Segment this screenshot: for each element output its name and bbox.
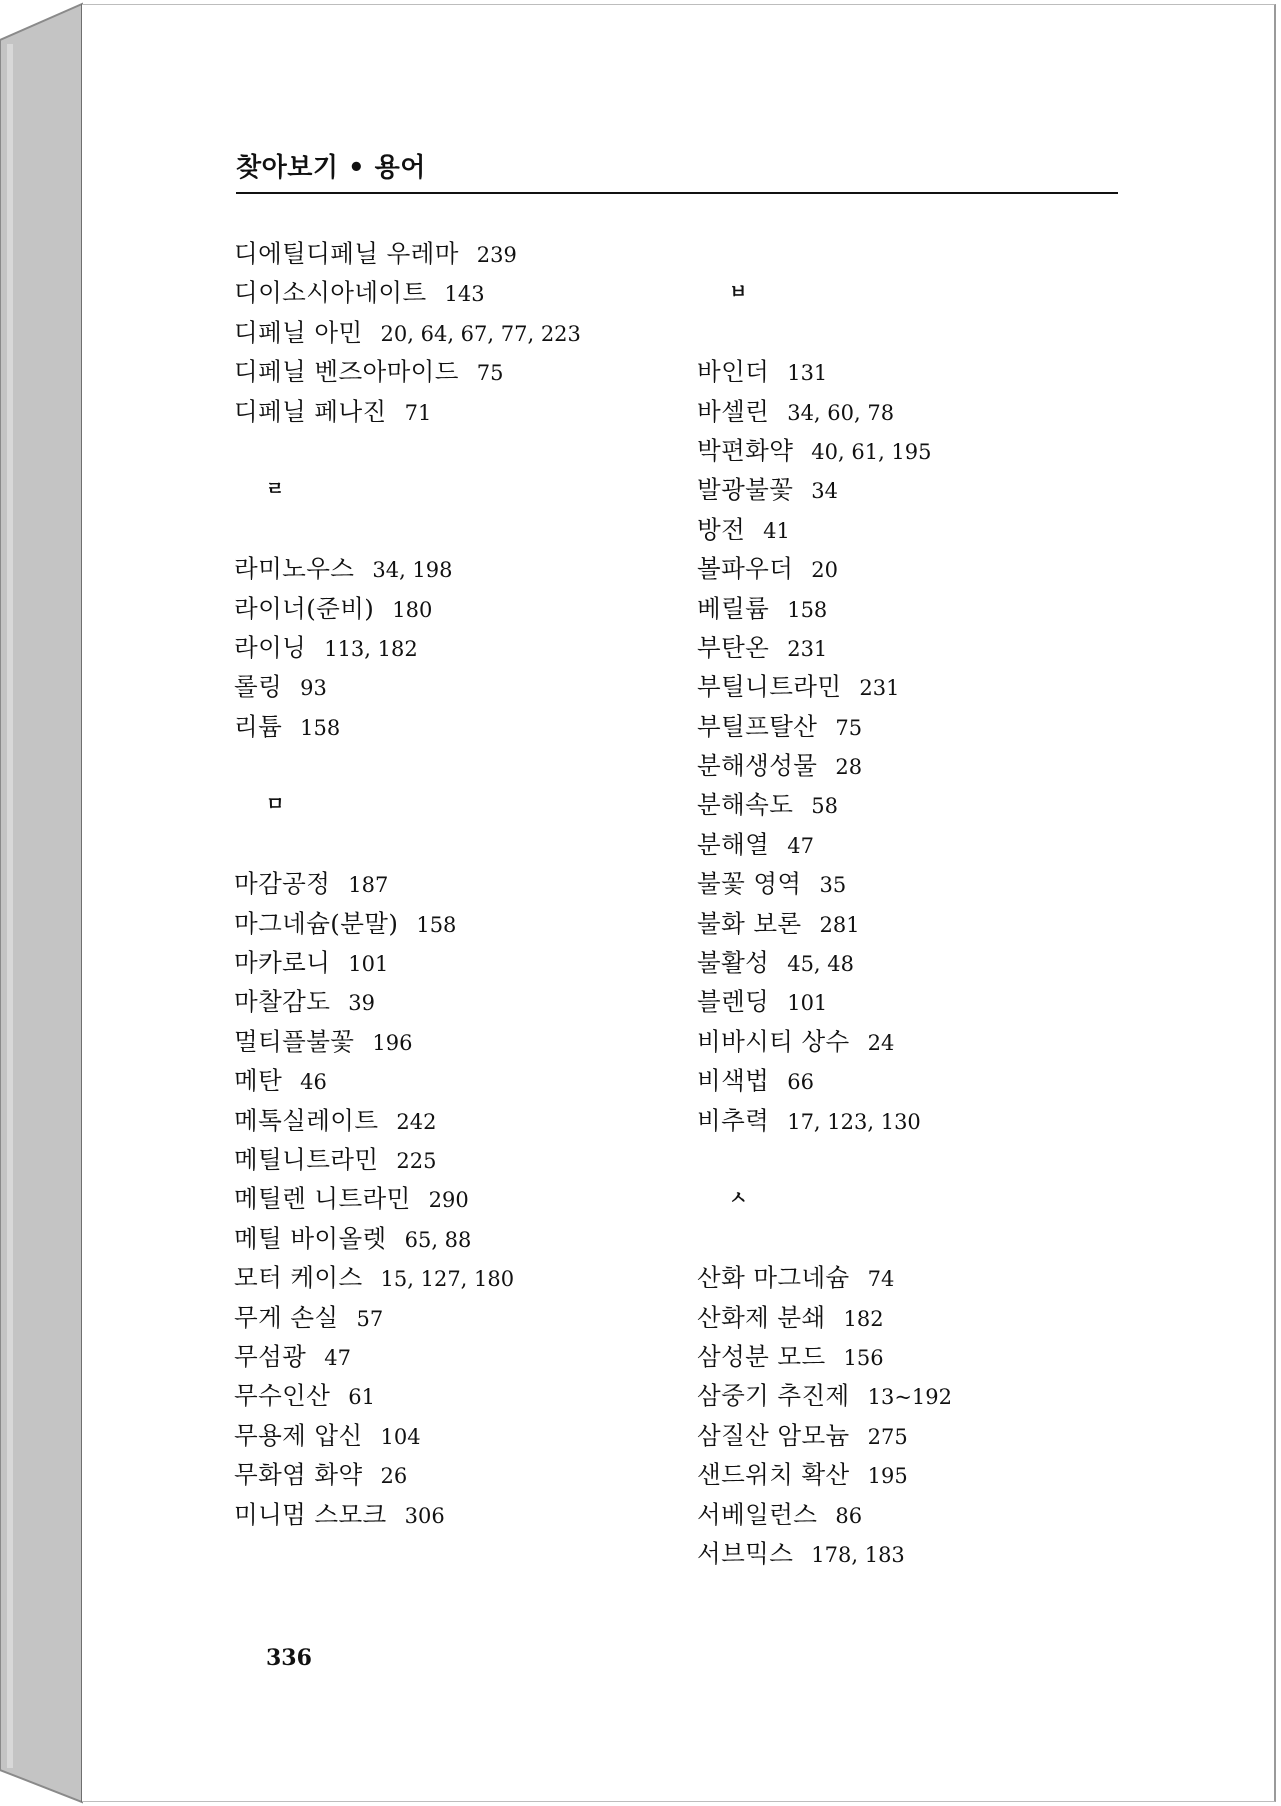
index-spacer: [234, 510, 674, 549]
index-term: 무수인산: [234, 1381, 331, 1411]
index-entry: [697, 1455, 1137, 1494]
index-page-refs: 34, 60, 78: [787, 400, 895, 425]
index-term: 불화 보론: [697, 908, 802, 938]
index-term: 삼질산 암모늄: [697, 1420, 850, 1450]
index-term: 모터 케이스: [234, 1263, 363, 1293]
index-entry: [234, 1258, 674, 1297]
index-term: 서베일런스: [697, 1499, 818, 1529]
index-page-refs: 113, 182: [324, 636, 418, 661]
index-spacer: [697, 1140, 1137, 1179]
index-entry: [697, 352, 1137, 391]
index-term: 디이소시아네이트: [234, 278, 427, 308]
index-entry: [697, 470, 1137, 509]
index-term: 불꽃 영역: [697, 869, 802, 899]
index-spacer: [234, 825, 674, 864]
index-term: 부틸니트라민: [697, 672, 842, 702]
index-spacer: [697, 313, 1137, 352]
index-entry: [234, 982, 674, 1021]
index-column-left: [234, 234, 674, 1534]
index-term: 베릴륨: [697, 593, 770, 623]
index-page-refs: 281: [819, 912, 860, 937]
index-entry: [697, 628, 1137, 667]
index-page-refs: 101: [348, 952, 389, 977]
index-page-refs: 196: [372, 1030, 413, 1055]
index-term: 부탄온: [697, 632, 770, 662]
index-entry: [697, 1258, 1137, 1297]
index-page-refs: 75: [835, 715, 863, 740]
index-term: 롤링: [234, 672, 283, 702]
index-term: 서브믹스: [697, 1538, 794, 1568]
index-term: 산화제 분쇄: [697, 1302, 826, 1332]
index-term: 마찰감도: [234, 987, 331, 1017]
index-entry: [697, 825, 1137, 864]
index-entry: [234, 352, 674, 391]
index-spacer: [697, 1219, 1137, 1258]
index-entry: [697, 707, 1137, 746]
index-term: 메틸렌 니트라민: [234, 1184, 411, 1214]
index-term: 메탄: [234, 1066, 283, 1096]
index-term: 멀티플불꽃: [234, 1026, 355, 1056]
index-term: 볼파우더: [697, 554, 794, 584]
index-page-refs: 13~192: [867, 1385, 952, 1410]
index-page-refs: 180: [392, 597, 433, 622]
index-page-refs: 74: [867, 1267, 895, 1292]
index-page-refs: 58: [811, 794, 839, 819]
index-term: 비바시티 상수: [697, 1026, 850, 1056]
index-page-refs: 40, 61, 195: [811, 439, 932, 464]
index-page-refs: 26: [380, 1464, 408, 1489]
index-page-refs: 75: [476, 361, 504, 386]
index-page-refs: 290: [428, 1188, 469, 1213]
index-entry: [697, 785, 1137, 824]
index-entry: [697, 982, 1137, 1021]
index-entry: [697, 392, 1137, 431]
index-page-refs: 275: [867, 1424, 908, 1449]
index-term: 비색법: [697, 1066, 770, 1096]
index-entry: [697, 1495, 1137, 1534]
index-page-refs: 182: [843, 1306, 884, 1331]
index-term: 무게 손실: [234, 1302, 339, 1332]
index-page-refs: 239: [476, 243, 517, 267]
index-spacer: [234, 431, 674, 470]
index-page-refs: 28: [835, 755, 863, 780]
index-entry: [234, 549, 674, 588]
index-page-refs: 242: [396, 1109, 437, 1134]
page-title: 찾아보기 • 용어: [236, 153, 426, 183]
title-rule: [236, 192, 1118, 194]
index-page-refs: 231: [787, 636, 828, 661]
index-term: 미니멈 스모크: [234, 1499, 387, 1529]
index-entry: [234, 1061, 674, 1100]
index-term: 불활성: [697, 948, 770, 978]
index-entry: [697, 904, 1137, 943]
index-term: 마카로니: [234, 948, 331, 978]
index-term: 라이닝: [234, 632, 307, 662]
index-entry: [697, 510, 1137, 549]
index-page-refs: 158: [300, 715, 341, 740]
index-term: 무섬광: [234, 1341, 307, 1371]
index-entry: [697, 1416, 1137, 1455]
index-term: 발광불꽃: [697, 475, 794, 505]
index-entry: [697, 943, 1137, 982]
index-entry: [234, 1376, 674, 1415]
index-entry: [697, 1061, 1137, 1100]
index-entry: [234, 1022, 674, 1061]
index-term: 분해열: [697, 829, 770, 859]
index-entry: [234, 707, 674, 746]
index-entry: [697, 864, 1137, 903]
index-term: 라이너(준비): [234, 593, 375, 623]
index-term: 라미노우스: [234, 554, 355, 584]
index-term: 디페닐 아민: [234, 317, 363, 347]
index-term: 블렌딩: [697, 987, 770, 1017]
index-group-heading: ㅁ: [266, 793, 285, 816]
index-page-refs: 20, 64, 67, 77, 223: [380, 321, 581, 346]
index-page-refs: 15, 127, 180: [380, 1267, 515, 1292]
index-page-refs: 35: [819, 873, 847, 898]
index-term: 비추력: [697, 1105, 770, 1135]
index-page-refs: 306: [404, 1503, 445, 1528]
index-entry: [234, 667, 674, 706]
index-entry: [234, 1101, 674, 1140]
index-page-refs: 131: [787, 361, 828, 386]
page-number: 336: [266, 1645, 312, 1671]
index-column-right: [697, 234, 1137, 1573]
index-entry: [234, 1495, 674, 1534]
index-page-refs: 61: [348, 1385, 376, 1410]
index-term: 삼중기 추진제: [697, 1381, 850, 1411]
index-page-refs: 158: [416, 912, 457, 937]
index-term: 분해속도: [697, 790, 794, 820]
index-page-refs: 47: [324, 1345, 351, 1370]
index-term: 디페닐 벤즈아마이드: [234, 357, 459, 387]
index-page-refs: 20: [811, 558, 839, 583]
index-entry: [697, 667, 1137, 706]
index-entry: [697, 1534, 1137, 1573]
index-page-refs: 101: [787, 991, 828, 1016]
index-group-heading: ㅂ: [729, 281, 748, 304]
index-entry: [234, 1298, 674, 1337]
index-page-refs: 17, 123, 130: [787, 1109, 921, 1134]
index-page-refs: 104: [380, 1424, 421, 1449]
index-page-refs: 187: [348, 873, 389, 898]
index-entry: [234, 234, 674, 273]
index-entry: [234, 1337, 674, 1376]
index-term: 메틸 바이올렛: [234, 1223, 387, 1253]
index-entry: [697, 1337, 1137, 1376]
index-term: 부틸프탈산: [697, 711, 818, 741]
index-page-refs: 93: [300, 676, 327, 701]
index-entry: [697, 1022, 1137, 1061]
index-term: 바셀린: [697, 396, 770, 426]
index-term: 무용제 압신: [234, 1420, 363, 1450]
index-entry: [234, 1179, 674, 1218]
index-entry: [234, 1219, 674, 1258]
index-entry: [234, 864, 674, 903]
index-term: 디페닐 페나진: [234, 396, 387, 426]
index-entry: [234, 628, 674, 667]
index-page-refs: 231: [859, 676, 900, 701]
index-entry: [697, 746, 1137, 785]
index-page-refs: 41: [763, 518, 790, 543]
index-term: 샌드위치 확산: [697, 1460, 850, 1490]
index-page-refs: 65, 88: [404, 1227, 472, 1252]
index-spacer: [234, 746, 674, 785]
index-entry: [697, 1101, 1137, 1140]
index-page-refs: 156: [843, 1345, 884, 1370]
index-entry: [234, 273, 674, 312]
index-page-refs: 39: [348, 991, 376, 1016]
index-term: 분해생성물: [697, 751, 818, 781]
index-page-refs: 158: [787, 597, 828, 622]
index-page-refs: 71: [404, 400, 432, 425]
index-term: 바인더: [697, 357, 770, 387]
index-page-refs: 24: [867, 1030, 895, 1055]
index-entry: [697, 549, 1137, 588]
index-entry: [234, 943, 674, 982]
index-page-refs: 195: [867, 1464, 908, 1489]
index-term: 산화 마그네슘: [697, 1263, 850, 1293]
index-page-refs: 34, 198: [372, 558, 453, 583]
index-term: 삼성분 모드: [697, 1341, 826, 1371]
index-term: 박편화약: [697, 435, 794, 465]
index-term: 마그네슘(분말): [234, 908, 399, 938]
index-group-heading: ㅅ: [729, 1187, 748, 1210]
index-entry: [234, 313, 674, 352]
index-entry: [697, 431, 1137, 470]
index-page-refs: 143: [444, 282, 485, 307]
index-page-refs: 57: [356, 1306, 384, 1331]
index-entry: [697, 589, 1137, 628]
index-entry: [234, 904, 674, 943]
index-entry: [697, 1376, 1137, 1415]
index-page-refs: 47: [787, 833, 814, 858]
index-term: 메톡실레이트: [234, 1105, 379, 1135]
index-term: 리튬: [234, 711, 283, 741]
index-term: 메틸니트라민: [234, 1144, 379, 1174]
index-entry: [697, 1298, 1137, 1337]
index-page-refs: 45, 48: [787, 952, 854, 977]
index-page-refs: 34: [811, 479, 839, 504]
index-entry: [234, 589, 674, 628]
index-page-refs: 178, 183: [811, 1542, 905, 1567]
index-group-heading: ㄹ: [266, 478, 285, 501]
index-term: 마감공정: [234, 869, 331, 899]
index-entry: [234, 1455, 674, 1494]
index-entry: [234, 1416, 674, 1455]
index-page-refs: 225: [396, 1148, 437, 1173]
index-entry: [234, 392, 674, 431]
index-page-refs: 46: [300, 1070, 327, 1095]
index-term: 디에틸디페닐 우레마: [234, 239, 459, 268]
index-entry: [234, 1140, 674, 1179]
index-page-refs: 66: [787, 1070, 814, 1095]
index-page-refs: 86: [835, 1503, 863, 1528]
index-term: 방전: [697, 514, 746, 544]
index-term: 무화염 화약: [234, 1460, 363, 1490]
index-spacer: [697, 234, 1137, 273]
